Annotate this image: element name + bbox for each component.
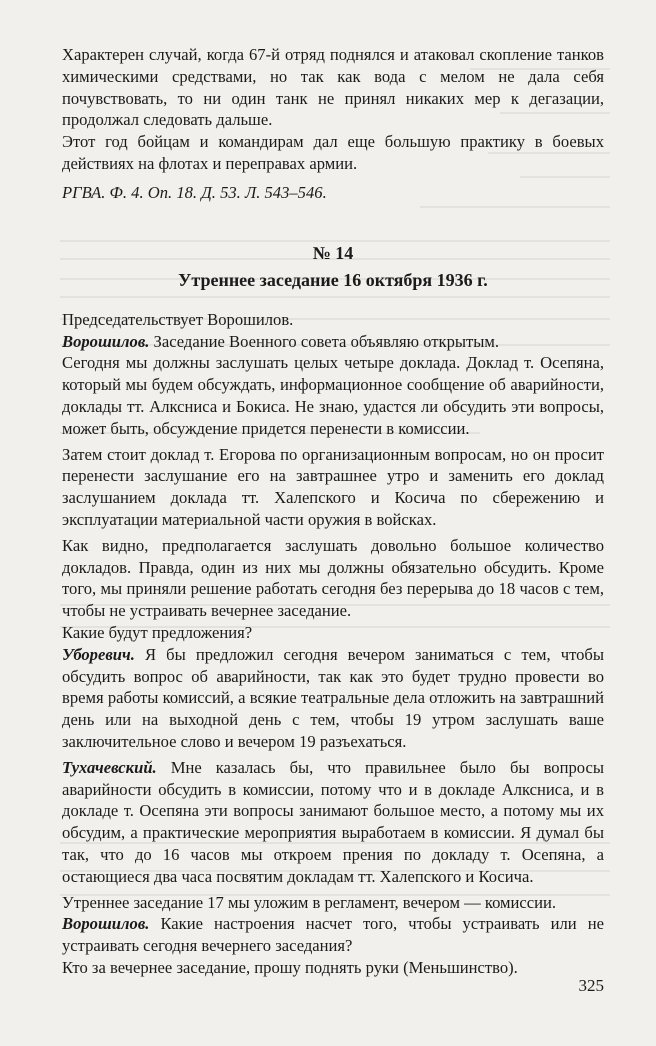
speaker-name: Ворошилов. xyxy=(62,914,150,934)
speech-text: Председательствует Ворошилов. xyxy=(62,309,294,329)
page-number: 325 xyxy=(578,976,604,995)
speech-text: Утреннее заседание 17 мы уложим в регламент, вечером — комиссии. xyxy=(62,892,557,912)
transcript-line xyxy=(62,352,604,439)
page-content xyxy=(62,44,604,979)
speech-text: Я бы предложил сегодня вечером заниматься с тем, чтобы обсудить вопрос об аварийности, так как это будет трудно провести во время работы комиссий, а всякие театральные дела отложить на завтрашний день или на выходной день с тем, чтобы 19 утром заслушать ваше заключительное слово и вечером 19 разъехаться. xyxy=(62,644,604,751)
speech-text: Затем стоит доклад т. Егорова по организационным вопросам, но он просит перенести заслушание его на завтрашнее утро и заменить его доклад заслушанием доклада тт. Халепского и Косича по сбережению и эксплуатации материальной части оружия в войсках. xyxy=(62,444,604,529)
intro-paragraph-2: Этот год бойцам и командирам дал еще большую практику в боевых действиях на флотах и переправах армии. xyxy=(62,132,604,173)
transcript-line xyxy=(62,309,604,331)
speaker-name: Уборевич. xyxy=(62,644,135,664)
speech-text: Какие настроения насчет того, чтобы устраивать или не устраивать сегодня вечернего заседания? xyxy=(62,914,604,956)
transcript-line xyxy=(62,622,604,644)
intro-paragraph-1: Характерен случай, когда 67-й отряд поднялся и атаковал скопление танков химическими средствами, но так как вода с мелом не дала себя почувствовать, то ни один танк не принял никаких мер к дегазации, продолжал следовать дальше. xyxy=(62,45,604,130)
transcript-line xyxy=(62,331,604,353)
transcript-line xyxy=(62,892,604,914)
speech-text: Сегодня мы должны заслушать целых четыре доклада. Доклад т. Осепяна, который мы будем обсуждать, информационное сообщение об аварийности, доклады тт. Алксниса и Бокиса. Не знаю, удастся ли обсудить эти вопросы, может быть, обсуждение придется перенести в комиссии. xyxy=(62,353,604,438)
transcript-line xyxy=(62,757,604,888)
transcript-line xyxy=(62,444,604,531)
transcript-line xyxy=(62,957,604,979)
speech-text: Заседание Военного совета объявляю открытым. xyxy=(149,331,500,351)
transcript-line xyxy=(62,913,604,957)
speaker-name: Тухачевский. xyxy=(62,757,157,777)
speaker-name: Ворошилов. xyxy=(62,331,150,351)
archive-citation: РГВА. Ф. 4. Оп. 18. Д. 53. Л. 543–546. xyxy=(62,182,327,202)
speech-text: Мне казалась бы, что правильнее было бы вопросы аварийности обсудить в комиссии, потому что и в докладе Алксниса, и в докладе т. Осепяна эти вопросы занимают большое место, а потому мы их обсудим, а практические мероприятия выработаем в комиссии. Я думал бы так, что до 16 часов мы откроем прения по докладу т. Осепяна, а остающиеся два часа посвятим докладам тт. Халепского и Косича. xyxy=(62,757,604,886)
document-title: Утреннее заседание 16 октября 1936 г. xyxy=(178,269,488,290)
transcript-line xyxy=(62,535,604,622)
speech-text: Как видно, предполагается заслушать довольно большое количество докладов. Правда, один из них мы должны обязательно обсудить. Кроме того, мы приняли решение работать сегодня без перерыва до 18 часов с тем, чтобы не устраивать вечернее заседание. xyxy=(62,535,604,621)
document-number: № 14 xyxy=(312,242,354,263)
speech-text: Какие будут предложения? xyxy=(62,622,253,642)
speech-text: Кто за вечернее заседание, прошу поднять руки (Меньшинство). xyxy=(62,957,518,977)
transcript-line xyxy=(62,644,604,753)
